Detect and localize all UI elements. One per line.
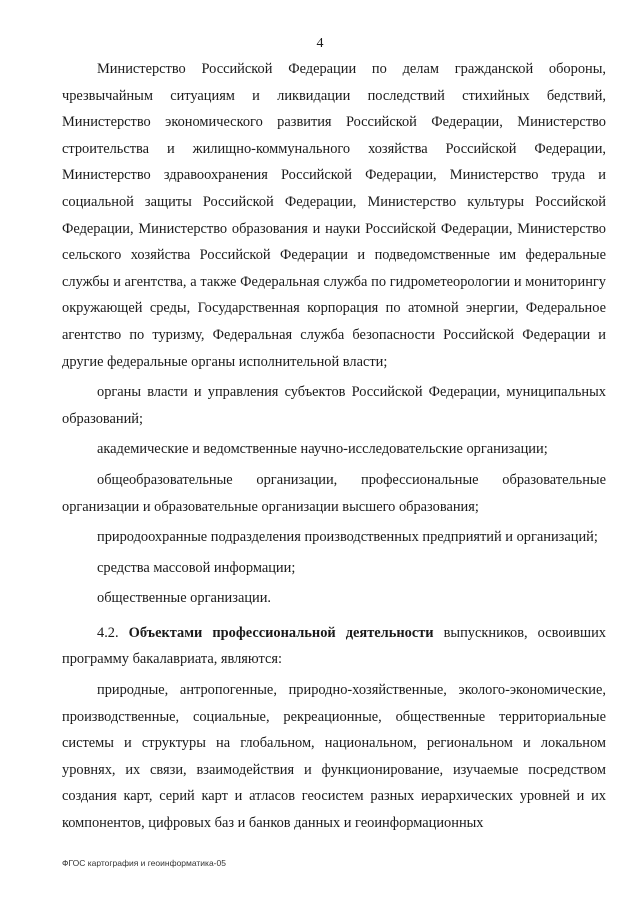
paragraph-federal-bodies: Министерство Российской Федерации по делам гражданской обороны, чрезвычайным ситуациям и ликвидации последствий стихийных бедствий, Министерство экономического развития Российской Федерации, Министерство строительства и жилищно-коммунального хозяйства Российской Федерации, Министерство здравоохранения Российской Федерации, Министерство труда и социальной защиты Российской Федерации, Министерство культуры Российской Федерации, Министерство образования и науки Российской Федерации, Министерство сельского хозяйства Российской Федерации и подведомственные им федеральные службы и агентства, а также Федеральная служба по гидрометеорологии и мониторингу окружающей среды, Государственная корпорация по атомной энергии, Федеральное агентство по туризму, Федеральная служба безопасности Российской Федерации и другие федеральные органы исполнительной власти; (62, 61, 606, 370)
page-number: 4 (316, 36, 324, 51)
paragraph-mass-media: средства массовой информации; (97, 559, 296, 576)
paragraph-regional-bodies: органы власти и управления субъектов Российской Федерации, муниципальных образований; (62, 384, 606, 427)
paragraph-education-orgs: общеобразовательные организации, профессиональные образовательные организации и образовательные организации высшего образования; (62, 471, 606, 515)
paragraph-environmental-units: природоохранные подразделения производственных предприятий и организаций; (97, 529, 598, 546)
paragraph-public-orgs: общественные организации. (97, 590, 272, 607)
paragraph-objects-list: природные, антропогенные, природно-хозяйственные, эколого-экономические, производственные, социальные, рекреационные, общественные территориальные системы и структуры на глобальном, национальном, региональном и локальном уровнях, их связи, взаимодействия и функционирование, изучаемые посредством создания карт, серий карт и атласов геосистем разных иерархических уровней и их компонентов, цифровых баз и банков данных и геоинформационных (62, 682, 606, 832)
section-heading-bold: Объектами профессиональной деятельности (128, 624, 434, 641)
footer-note: ФГОС картография и геоинформатика-05 (62, 858, 226, 868)
document-body (62, 56, 606, 837)
section-number: 4.2. (97, 624, 119, 641)
section-4-2-paragraph (62, 620, 606, 673)
paragraph-research-orgs: академические и ведомственные научно-исследовательские организации; (97, 441, 548, 458)
section-heading-rest: выпускников, освоивших программу бакалавриата, являются: (62, 624, 606, 668)
